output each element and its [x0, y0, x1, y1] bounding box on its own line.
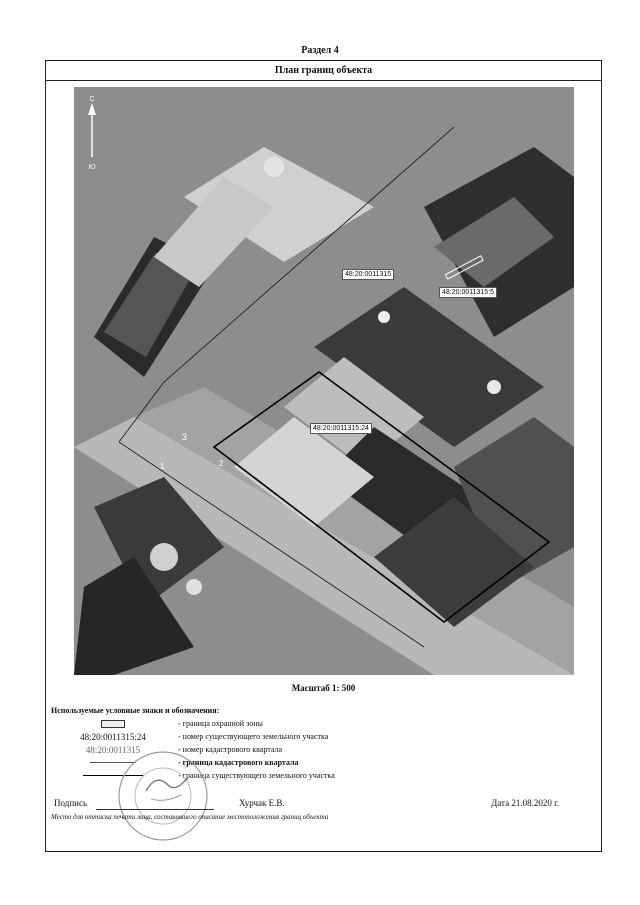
legend-item-parcel-number: 48:20:0011315:24 - номер существующего земельного участка [80, 731, 329, 742]
label-quarter: 48:20:0011315 [342, 269, 394, 280]
aerial-map [74, 87, 574, 675]
legend-item-parcel-boundary: - граница существующего земельного участка [51, 770, 335, 781]
security-zone-symbol-icon [101, 720, 125, 728]
section-title: Раздел 4 [301, 45, 339, 56]
document-frame [45, 60, 602, 852]
signature-line [96, 809, 214, 810]
signature-label: Подпись [54, 798, 88, 808]
plan-title: План границ объекта [46, 61, 601, 81]
signature-row [54, 798, 599, 812]
map-scale: Масштаб 1: 500 [291, 683, 356, 693]
legend-title: Используемые условные знаки и обозначения: [51, 706, 220, 715]
map-graphic [74, 87, 574, 675]
point-label: 2 [219, 459, 224, 468]
signature-date: Дата 21.08.2020 г. [491, 798, 559, 808]
legend-item-quarter-boundary: - граница кадастрового квартала [51, 757, 299, 768]
compass-north: С [89, 96, 95, 103]
legend-item-quarter-number: 48:20:0011315 - номер кадастрового квартала [85, 744, 283, 755]
compass-south: Ю [88, 164, 96, 171]
signer-name: Хурчак Е.В. [239, 798, 285, 808]
point-label: 3 [182, 432, 188, 442]
point-label: 1 [160, 462, 165, 471]
label-neighbor-parcel: 48:20:0011315:5 [439, 287, 497, 298]
north-arrow-icon [82, 95, 102, 175]
legend-item-security-zone: - граница охранной зоны [51, 718, 263, 729]
label-main-parcel: 48:20:0011315:24 [310, 423, 372, 434]
stamp-seal-icon [116, 749, 211, 844]
signature-mark-icon [146, 777, 188, 791]
stamp-note: Место для оттиска печати лица, составившего описание местоположения границ объекта [51, 813, 329, 821]
